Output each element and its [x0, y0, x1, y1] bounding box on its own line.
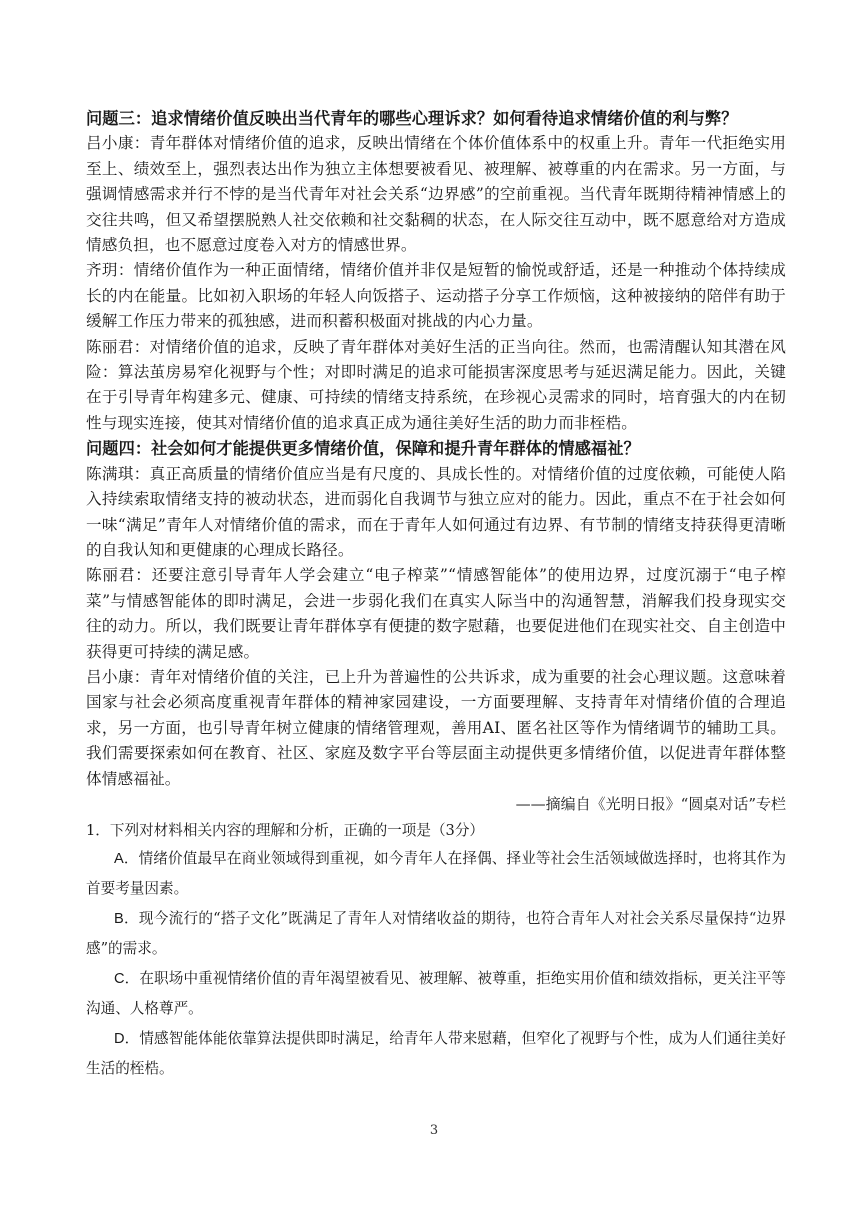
option-text: 情绪价值最早在商业领域得到重视，如今青年人在择偶、择业等社会生活领域做选择时，也将其作为首要考量因素。 — [86, 849, 786, 897]
speaker-name: 吕小康： — [86, 134, 150, 153]
answer-option-d — [86, 1024, 786, 1083]
paragraph-text: 真正高质量的情绪价值应当是有尺度的、具成长性的。对情绪价值的过度依赖，可能使人陷入持续索取情绪支持的被动状态，进而弱化自我调节与独立应对的能力。因此，重点不在于社会如何一味“满足”青年人对情绪价值的需求，而在于青年人如何通过有边界、有节制的情绪支持获得更清晰的自我认知和更健康的心理成长路径。 — [86, 464, 786, 559]
speaker-name: 吕小康： — [86, 667, 150, 686]
answer-option-c — [86, 964, 786, 1023]
article-body — [86, 106, 786, 1083]
paragraph-text: 青年群体对情绪价值的追求，反映出情绪在个体价值体系中的权重上升。青年一代拒绝实用至上、绩效至上，强烈表达出作为独立主体想要被看见、被理解、被尊重的内在需求。另一方面，与强调情感需求并行不悖的是当代青年对社会关系“边界感”的空前重视。当代青年既期待精神情感上的交往共鸣，但又希望摆脱熟人社交依赖和社交黏稠的状态，在人际交往互动中，既不愿意给对方造成情感负担，也不愿意过度卷入对方的情感世界。 — [86, 134, 786, 255]
option-letter: C． — [114, 970, 140, 987]
speaker-name: 陈丽君： — [86, 337, 150, 356]
speaker-name: 陈满琪： — [86, 464, 150, 483]
paragraph-text: 对情绪价值的追求，反映了青年群体对美好生活的正当向往。然而，也需清醒认知其潜在风险：算法茧房易窄化视野与个性；对即时满足的追求可能损害深度思考与延迟满足能力。因此，关键在于引导青年构建多元、健康、可持续的情绪支持系统，在珍视心灵需求的同时，培育强大的内在韧性与现实连接，使其对情绪价值的追求真正成为通往美好生活的助力而非桎梏。 — [86, 337, 786, 432]
question-heading: 问题四：社会如何才能提供更多情绪价值，保障和提升青年群体的情感福祉？ — [86, 439, 640, 459]
dialogue-paragraph — [86, 131, 786, 258]
option-text: 在职场中重视情绪价值的青年渴望被看见、被理解、被尊重，拒绝实用价值和绩效指标，更关注平等沟通、人格尊严。 — [86, 969, 786, 1017]
exam-question — [86, 819, 786, 1083]
dialogue-paragraph — [86, 462, 786, 564]
option-letter: A． — [114, 850, 139, 867]
speaker-name: 陈丽君： — [86, 566, 152, 585]
dialogue-paragraph — [86, 335, 786, 437]
option-text: 现今流行的“搭子文化”既满足了青年人对情绪收益的期待，也符合青年人对社会关系尽量保持“边界感”的需求。 — [86, 909, 787, 957]
page-number: 3 — [429, 1123, 439, 1138]
answer-option-b — [86, 904, 786, 963]
answer-option-a — [86, 844, 786, 903]
source-attribution: ——摘编自《光明日报》“圆桌对话”专栏 — [515, 794, 786, 813]
paragraph-text: 还要注意引导青年人学会建立“电子榨菜”“情感智能体”的使用边界，过度沉溺于“电子榨菜”与情感智能体的即时满足，会进一步弱化我们在真实人际当中的沟通智慧，消解我们投身现实交往的动力。所以，我们既要让青年群体享有便捷的数字慰藉，也要促进他们在现实社交、自主创造中获得更可持续的满足感。 — [86, 566, 786, 661]
dialogue-paragraph — [86, 665, 786, 792]
question-heading: 问题三：追求情绪价值反映出当代青年的哪些心理诉求？如何看待追求情绪价值的利与弊？ — [86, 109, 738, 128]
option-text: 情感智能体能依靠算法提供即时满足，给青年人带来慰藉，但窄化了视野与个性，成为人们通往美好生活的桎梏。 — [86, 1029, 786, 1077]
paragraph-text: 情绪价值作为一种正面情绪，情绪价值并非仅是短暂的愉悦或舒适，还是一种推动个体持续成长的内在能量。比如初入职场的年轻人向饭搭子、运动搭子分享工作烦恼，这种被接纳的陪伴有助于缓解工作压力带来的孤独感，进而积蓄积极面对挑战的内心力量。 — [86, 261, 787, 331]
question-stem: 1．下列对材料相关内容的理解和分析，正确的一项是（3分） — [86, 821, 485, 839]
dialogue-paragraph — [86, 258, 786, 334]
dialogue-paragraph — [86, 563, 786, 665]
speaker-name: 齐玥： — [86, 261, 134, 280]
option-letter: D． — [114, 1030, 140, 1047]
option-letter: B． — [114, 910, 139, 927]
paragraph-text: 青年对情绪价值的关注，已上升为普遍性的公共诉求，成为重要的社会心理议题。这意味着国家与社会必须高度重视青年群体的精神家园建设，一方面要理解、支持青年对情绪价值的合理追求，另一方面，也引导青年树立健康的情绪管理观，善用AI、匿名社区等作为情绪调节的辅助工具。我们需要探索如何在教育、社区、家庭及数字平台等层面主动提供更多情绪价值，以促进青年群体整体情感福祉。 — [86, 667, 786, 788]
